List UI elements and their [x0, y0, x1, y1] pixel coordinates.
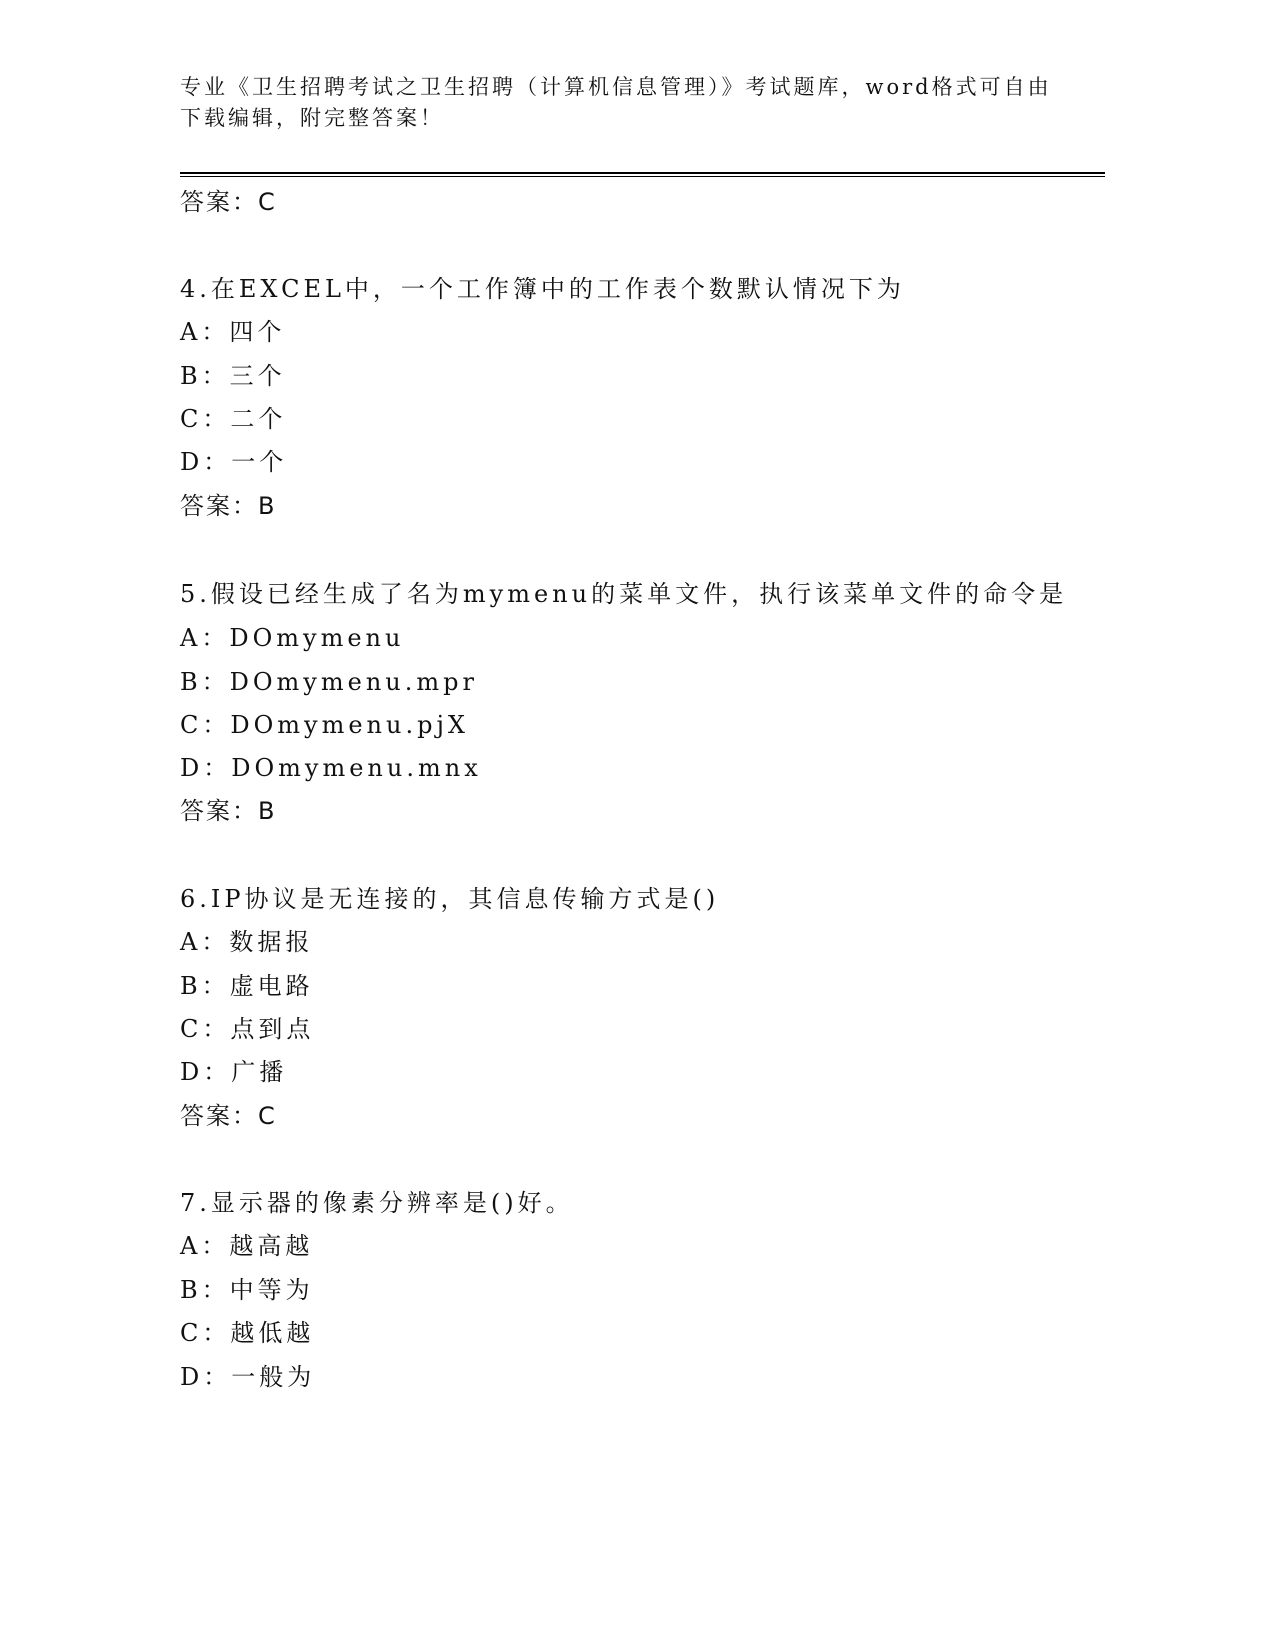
- answer: 答案：C: [180, 1102, 277, 1130]
- option-c: C：DOmymenu.pjX: [180, 711, 469, 739]
- option-a: A：DOmymenu: [180, 624, 405, 652]
- option-d: D：一般为: [180, 1363, 316, 1391]
- document-intro: 专业《卫生招聘考试之卫生招聘（计算机信息管理）》考试题库，word格式可自由下载编辑，附完整答案！: [180, 75, 1052, 130]
- header-divider: [180, 172, 1105, 177]
- question-text: 5.假设已经生成了名为mymenu的菜单文件，执行该菜单文件的命令是: [180, 580, 1068, 608]
- option-a: A：四个: [180, 318, 286, 346]
- option-c: C：越低越: [180, 1319, 315, 1347]
- option-b: B：虚电路: [180, 972, 314, 1000]
- question-text: 6.IP协议是无连接的，其信息传输方式是(): [180, 885, 720, 913]
- option-b: B：DOmymenu.mpr: [180, 668, 478, 696]
- answer-q3: 答案：C: [180, 188, 277, 216]
- answer: 答案：B: [180, 797, 277, 825]
- option-b: B：三个: [180, 362, 286, 390]
- answer: 答案：B: [180, 492, 277, 520]
- option-c: C：二个: [180, 405, 287, 433]
- option-d: D：DOmymenu.mnx: [180, 754, 482, 782]
- question-text: 7.显示器的像素分辨率是()好。: [180, 1189, 574, 1217]
- option-b: B：中等为: [180, 1276, 314, 1304]
- option-c: C：点到点: [180, 1015, 315, 1043]
- option-d: D：广播: [180, 1058, 288, 1086]
- option-a: A：数据报: [180, 928, 314, 956]
- question-text: 4.在EXCEL中，一个工作簿中的工作表个数默认情况下为: [180, 275, 905, 303]
- option-d: D：一个: [180, 448, 288, 476]
- option-a: A：越高越: [180, 1232, 314, 1260]
